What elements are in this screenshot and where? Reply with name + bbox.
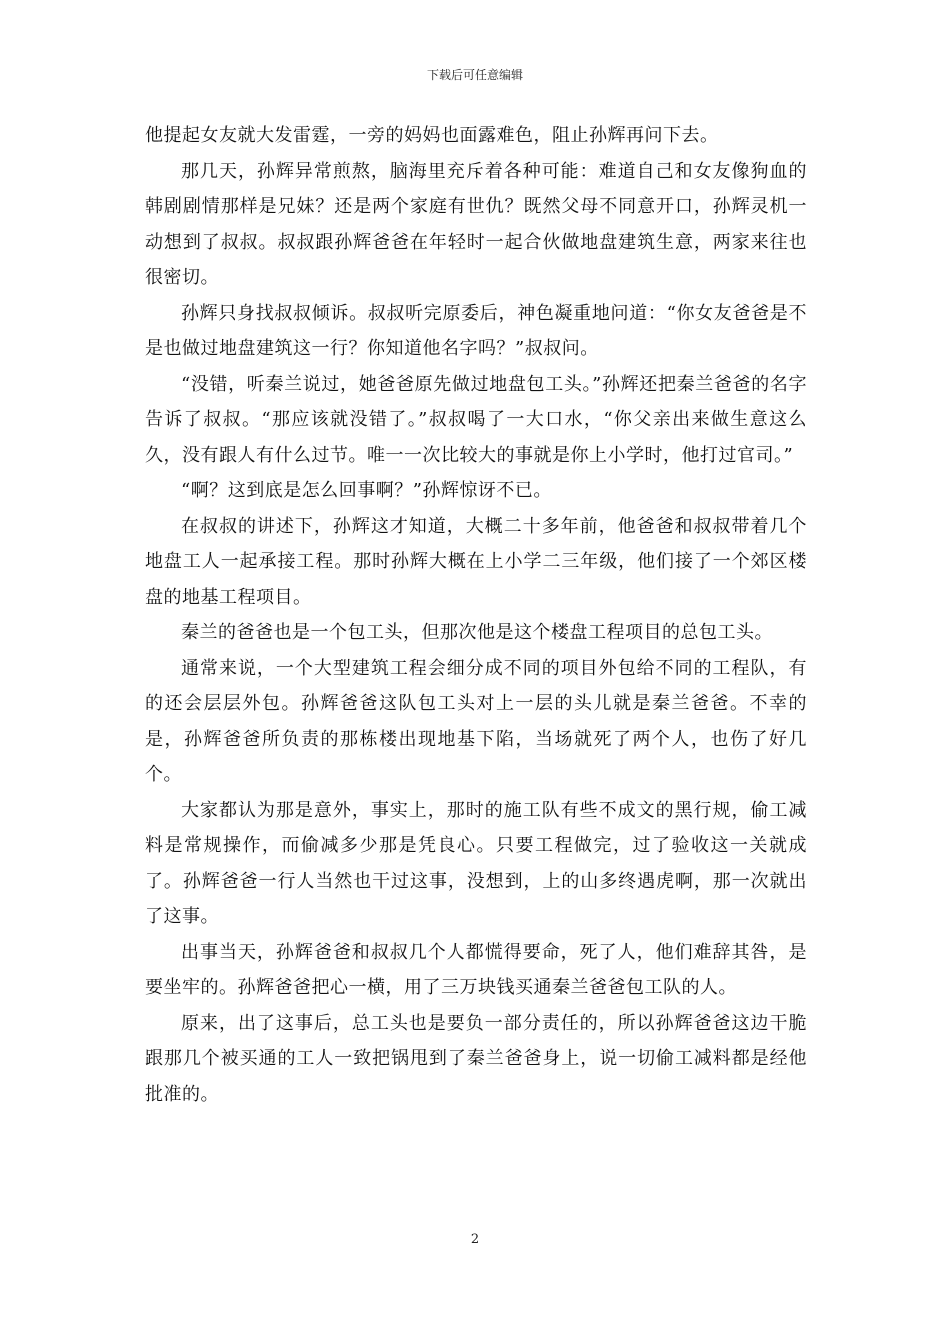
- page-header: 下载后可任意编辑: [426, 68, 523, 82]
- paragraph: 孙辉只身找叔叔倾诉。叔叔听完原委后，神色凝重地问道：“你女友爸爸是不是也做过地盘建筑这一行？你知道他名字吗？”叔叔问。: [145, 302, 807, 359]
- page-number: 2: [470, 1232, 480, 1247]
- paragraph: 那几天，孙辉异常煎熬，脑海里充斥着各种可能：难道自己和女友像狗血的韩剧剧情那样是兄妹？还是两个家庭有世仇？既然父母不同意开口，孙辉灵机一动想到了叔叔。叔叔跟孙辉爸爸在年轻时一起合伙做地盘建筑生意，两家来往也很密切。: [145, 160, 807, 288]
- paragraph: “啊？这到底是怎么回事啊？”孙辉惊讶不已。: [181, 480, 552, 501]
- paragraph-continuation: 他提起女友就大发雷霆，一旁的妈妈也面露难色，阻止孙辉再问下去。: [145, 125, 719, 146]
- paragraph: 大家都认为那是意外，事实上，那时的施工队有些不成文的黑行规，偷工减料是常规操作，而偷减多少那是凭良心。只要工程做完，过了验收这一关就成了。孙辉爸爸一行人当然也干过这事，没想到，上的山多终遇虎啊，那一次就出了这事。: [145, 799, 807, 927]
- paragraph: 通常来说，一个大型建筑工程会细分成不同的项目外包给不同的工程队，有的还会层层外包。孙辉爸爸这队包工头对上一层的头儿就是秦兰爸爸。不幸的是，孙辉爸爸所负责的那栋楼出现地基下陷，当场就死了两个人，也伤了好几个。: [145, 657, 807, 785]
- paragraph: 出事当天，孙辉爸爸和叔叔几个人都慌得要命，死了人，他们难辞其咎，是要坐牢的。孙辉爸爸把心一横，用了三万块钱买通秦兰爸爸包工队的人。: [145, 941, 807, 998]
- paragraph: 原来，出了这事后，总工头也是要负一部分责任的，所以孙辉爸爸这边干脆跟那几个被买通的工人一致把锅甩到了秦兰爸爸身上，说一切偷工减料都是经他批准的。: [145, 1012, 807, 1105]
- document-body: [145, 118, 807, 1112]
- paragraph: “没错，听秦兰说过，她爸爸原先做过地盘包工头。”孙辉还把秦兰爸爸的名字告诉了叔叔。“那应该就没错了。”叔叔喝了一大口水，“你父亲出来做生意这么久，没有跟人有什么过节。唯一一次比较大的事就是你上小学时，他打过官司。”: [145, 373, 807, 466]
- paragraph: 秦兰的爸爸也是一个包工头，但那次他是这个楼盘工程项目的总包工头。: [181, 622, 773, 643]
- paragraph: 在叔叔的讲述下，孙辉这才知道，大概二十多年前，他爸爸和叔叔带着几个地盘工人一起承接工程。那时孙辉大概在上小学二三年级，他们接了一个郊区楼盘的地基工程项目。: [145, 515, 807, 608]
